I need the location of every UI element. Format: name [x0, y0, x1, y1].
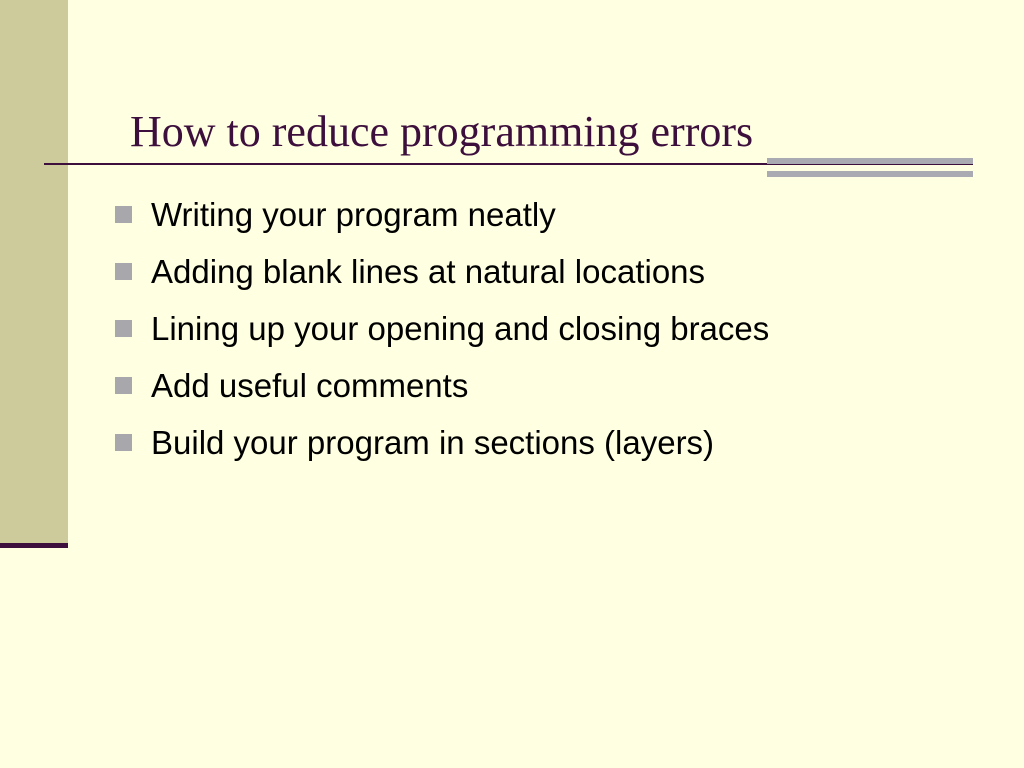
bullet-text: Adding blank lines at natural locations [151, 252, 706, 290]
bullet-item [115, 243, 769, 300]
title-underline-accent [767, 158, 973, 179]
bullet-text: Build your program in sections (layers) [151, 423, 715, 461]
slide-title: How to reduce programming errors [130, 107, 754, 156]
square-bullet-icon [115, 263, 132, 280]
bullet-item [115, 300, 769, 357]
side-decoration-band [0, 0, 68, 545]
bullet-item [115, 414, 769, 471]
square-bullet-icon [115, 206, 132, 223]
bullet-item [115, 357, 769, 414]
bullet-item [115, 186, 769, 243]
bullet-text: Add useful comments [151, 366, 469, 404]
bullet-text: Lining up your opening and closing braces [151, 309, 770, 347]
square-bullet-icon [115, 320, 132, 337]
square-bullet-icon [115, 434, 132, 451]
bullet-text: Writing your program neatly [151, 195, 556, 233]
square-bullet-icon [115, 377, 132, 394]
side-decoration-rule [0, 543, 68, 548]
bullet-list [115, 186, 769, 471]
